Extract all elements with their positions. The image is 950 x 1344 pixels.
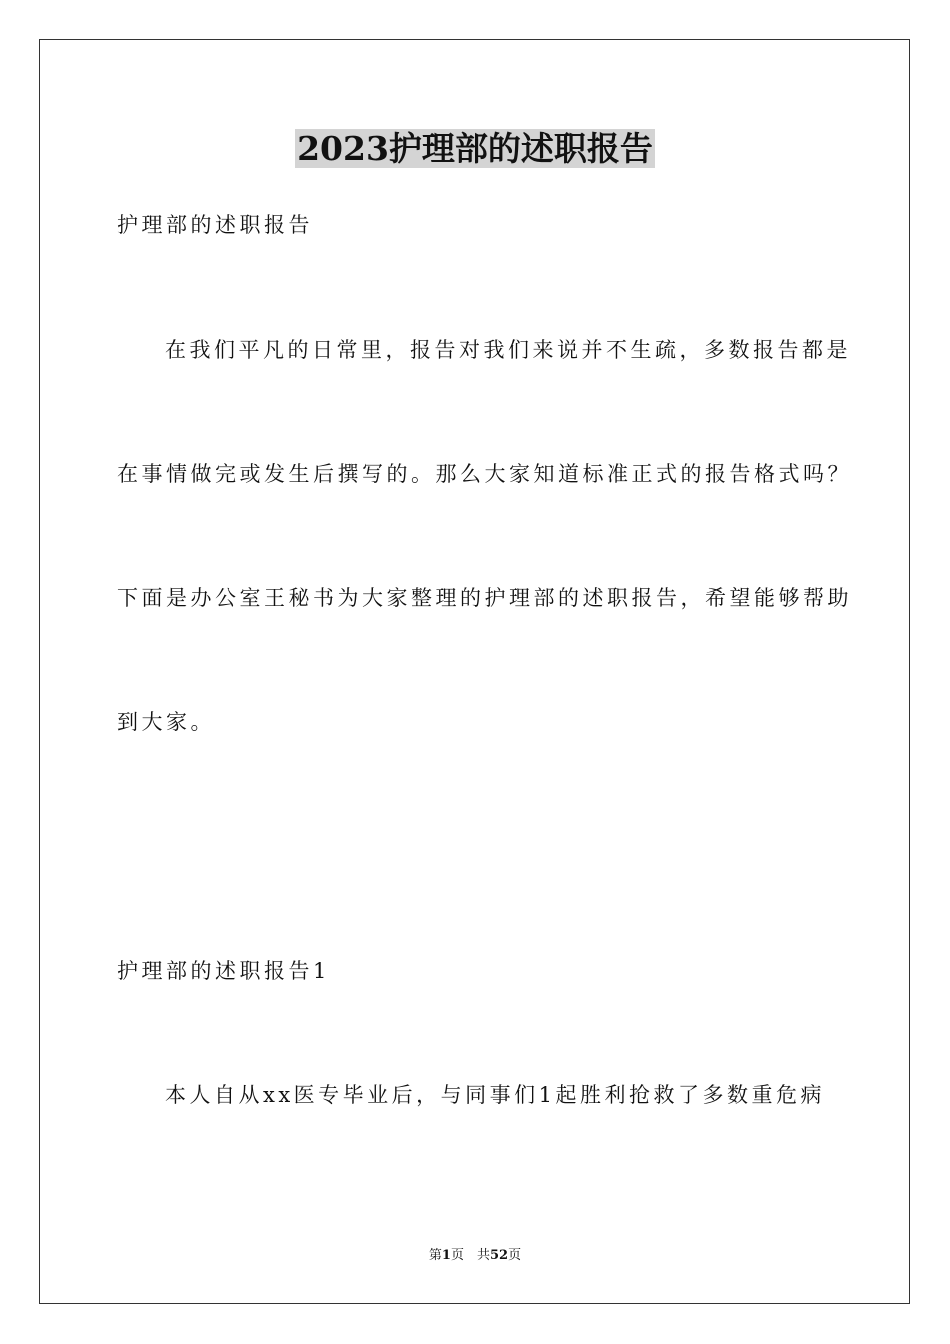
document-title-text: 2023护理部的述职报告	[297, 129, 653, 168]
footer-prefix: 第	[428, 1248, 442, 1263]
page-footer	[0, 1247, 950, 1265]
footer-suffix: 页	[508, 1248, 522, 1263]
footer-total-pages: 52	[489, 1248, 509, 1263]
paragraph-line: 到大家。	[117, 710, 215, 734]
footer-page-number: 1	[441, 1248, 451, 1263]
subtitle-line: 护理部的述职报告	[117, 213, 313, 237]
paragraph-line: 本人自从xx医专毕业后，与同事们1起胜利抢救了多数重危病	[165, 1083, 826, 1107]
paragraph-line: 在事情做完或发生后撰写的。那么大家知道标准正式的报告格式吗？	[117, 462, 852, 486]
paragraph-line: 在我们平凡的日常里，报告对我们来说并不生疏，多数报告都是	[165, 338, 851, 362]
section-heading: 护理部的述职报告1	[117, 959, 330, 983]
paragraph-line: 下面是办公室王秘书为大家整理的护理部的述职报告，希望能够帮助	[117, 586, 852, 610]
document-title	[0, 128, 950, 170]
footer-middle: 页 共	[450, 1248, 490, 1263]
